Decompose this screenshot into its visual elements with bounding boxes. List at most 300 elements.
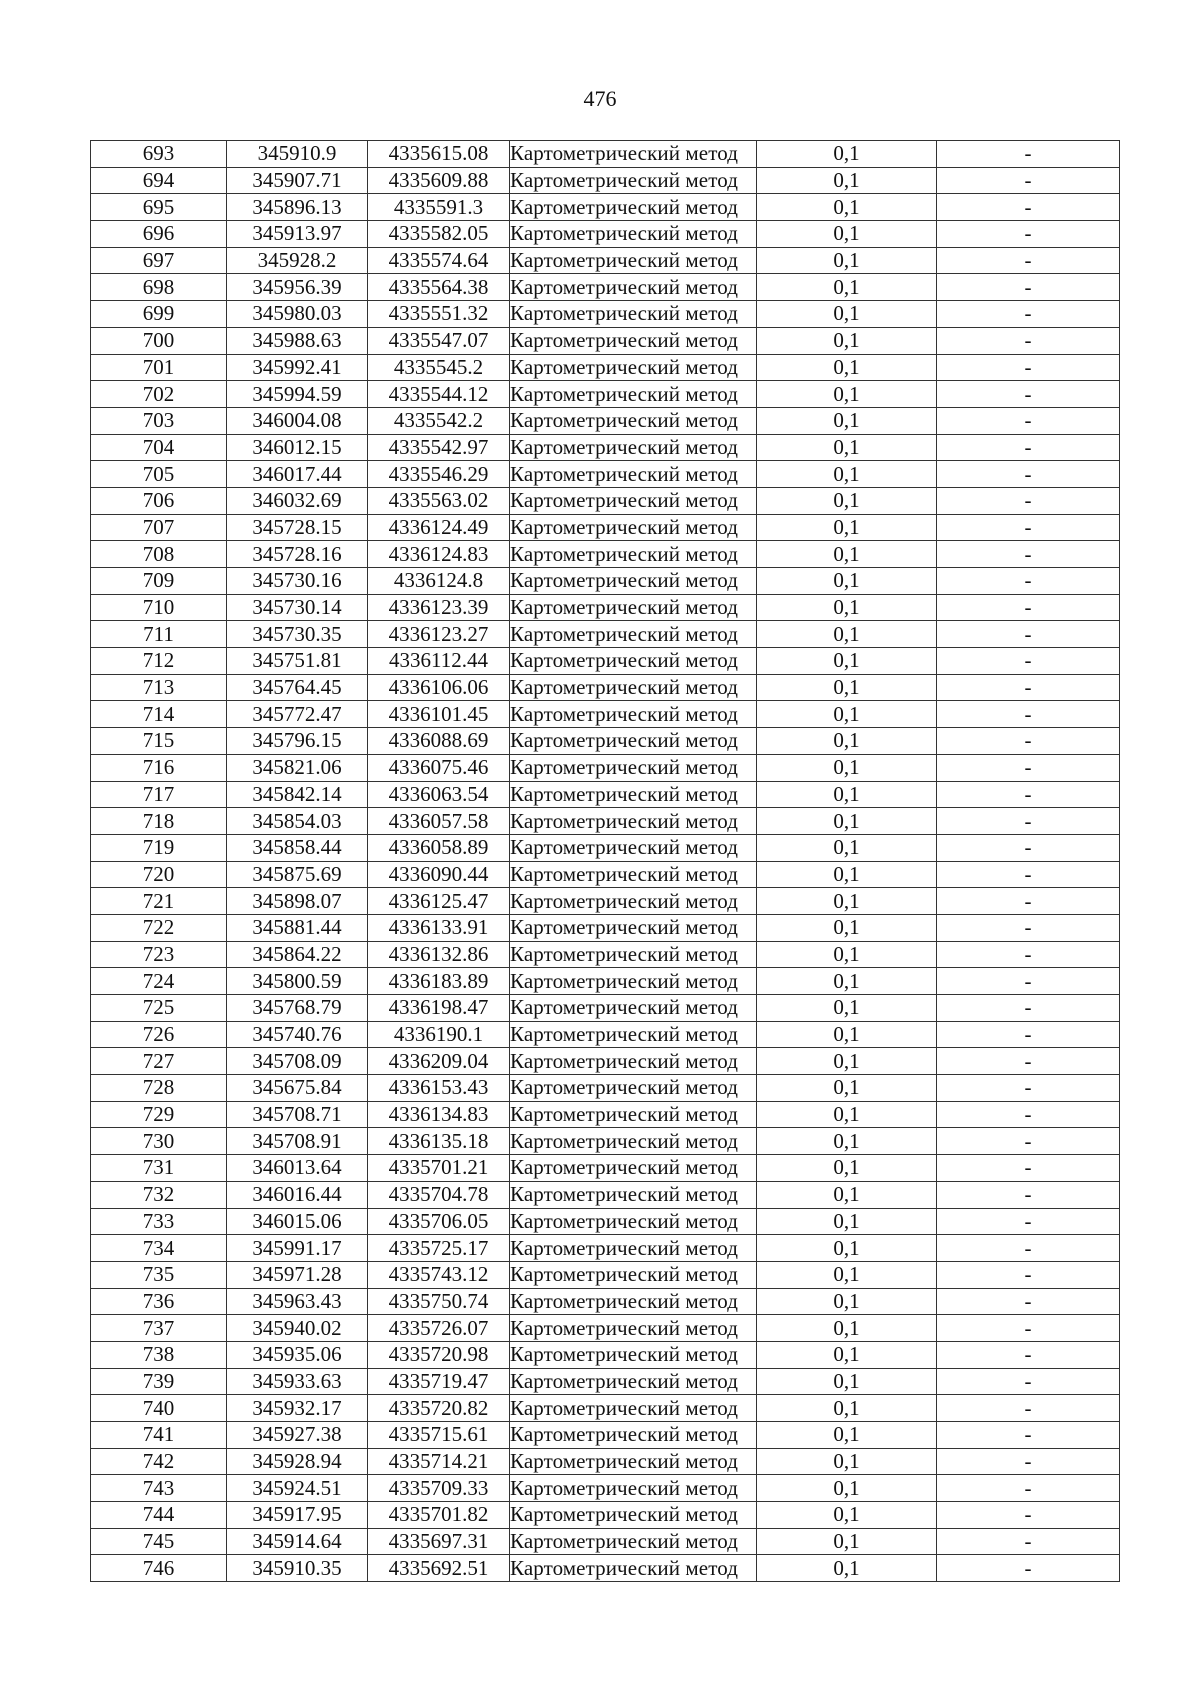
method-cell: Картометрический метод [510, 167, 757, 194]
x-coordinate-cell: 345730.35 [227, 621, 368, 648]
y-coordinate-cell: 4335615.08 [368, 141, 510, 168]
precision-cell: 0,1 [757, 648, 937, 675]
x-coordinate-cell: 345924.51 [227, 1475, 368, 1502]
y-coordinate-cell: 4335743.12 [368, 1261, 510, 1288]
x-coordinate-cell: 346015.06 [227, 1208, 368, 1235]
precision-cell: 0,1 [757, 808, 937, 835]
precision-cell: 0,1 [757, 1075, 937, 1102]
point-number-cell: 744 [91, 1502, 227, 1529]
x-coordinate-cell: 345730.16 [227, 568, 368, 595]
y-coordinate-cell: 4336123.27 [368, 621, 510, 648]
y-coordinate-cell: 4336183.89 [368, 968, 510, 995]
method-cell: Картометрический метод [510, 274, 757, 301]
x-coordinate-cell: 346016.44 [227, 1181, 368, 1208]
precision-cell: 0,1 [757, 1101, 937, 1128]
table-row [91, 1235, 1120, 1262]
method-cell: Картометрический метод [510, 1261, 757, 1288]
y-coordinate-cell: 4335715.61 [368, 1422, 510, 1449]
y-coordinate-cell: 4335726.07 [368, 1315, 510, 1342]
precision-cell: 0,1 [757, 1155, 937, 1182]
point-number-cell: 718 [91, 808, 227, 835]
table-row [91, 461, 1120, 488]
coordinates-table [90, 140, 1120, 1582]
precision-cell: 0,1 [757, 1128, 937, 1155]
x-coordinate-cell: 345751.81 [227, 648, 368, 675]
y-coordinate-cell: 4335697.31 [368, 1528, 510, 1555]
table-row [91, 1288, 1120, 1315]
x-coordinate-cell: 345910.35 [227, 1555, 368, 1582]
note-cell: - [937, 568, 1120, 595]
table-row [91, 914, 1120, 941]
method-cell: Картометрический метод [510, 1155, 757, 1182]
note-cell: - [937, 754, 1120, 781]
point-number-cell: 733 [91, 1208, 227, 1235]
point-number-cell: 719 [91, 834, 227, 861]
x-coordinate-cell: 345728.15 [227, 514, 368, 541]
point-number-cell: 720 [91, 861, 227, 888]
y-coordinate-cell: 4336125.47 [368, 888, 510, 915]
precision-cell: 0,1 [757, 995, 937, 1022]
precision-cell: 0,1 [757, 1261, 937, 1288]
point-number-cell: 714 [91, 701, 227, 728]
precision-cell: 0,1 [757, 327, 937, 354]
page-number: 476 [583, 86, 617, 111]
table-row [91, 1208, 1120, 1235]
note-cell: - [937, 834, 1120, 861]
y-coordinate-cell: 4336058.89 [368, 834, 510, 861]
precision-cell: 0,1 [757, 1422, 937, 1449]
table-row [91, 247, 1120, 274]
note-cell: - [937, 541, 1120, 568]
precision-cell: 0,1 [757, 861, 937, 888]
precision-cell: 0,1 [757, 194, 937, 221]
x-coordinate-cell: 345914.64 [227, 1528, 368, 1555]
x-coordinate-cell: 345728.16 [227, 541, 368, 568]
note-cell: - [937, 461, 1120, 488]
x-coordinate-cell: 345821.06 [227, 754, 368, 781]
y-coordinate-cell: 4336123.39 [368, 594, 510, 621]
y-coordinate-cell: 4336112.44 [368, 648, 510, 675]
note-cell: - [937, 941, 1120, 968]
x-coordinate-cell: 345708.91 [227, 1128, 368, 1155]
method-cell: Картометрический метод [510, 514, 757, 541]
x-coordinate-cell: 345928.2 [227, 247, 368, 274]
point-number-cell: 715 [91, 728, 227, 755]
precision-cell: 0,1 [757, 141, 937, 168]
x-coordinate-cell: 345708.71 [227, 1101, 368, 1128]
x-coordinate-cell: 345875.69 [227, 861, 368, 888]
note-cell: - [937, 968, 1120, 995]
note-cell: - [937, 354, 1120, 381]
precision-cell: 0,1 [757, 1181, 937, 1208]
note-cell: - [937, 1181, 1120, 1208]
precision-cell: 0,1 [757, 354, 937, 381]
point-number-cell: 722 [91, 914, 227, 941]
y-coordinate-cell: 4335750.74 [368, 1288, 510, 1315]
precision-cell: 0,1 [757, 1555, 937, 1582]
precision-cell: 0,1 [757, 1448, 937, 1475]
method-cell: Картометрический метод [510, 1422, 757, 1449]
table-row [91, 1181, 1120, 1208]
table-row [91, 274, 1120, 301]
note-cell: - [937, 1528, 1120, 1555]
table-row [91, 1075, 1120, 1102]
method-cell: Картометрический метод [510, 461, 757, 488]
x-coordinate-cell: 345864.22 [227, 941, 368, 968]
y-coordinate-cell: 4335547.07 [368, 327, 510, 354]
table-row [91, 541, 1120, 568]
point-number-cell: 721 [91, 888, 227, 915]
table-row [91, 381, 1120, 408]
y-coordinate-cell: 4336135.18 [368, 1128, 510, 1155]
method-cell: Картометрический метод [510, 487, 757, 514]
table-row [91, 1555, 1120, 1582]
table-row [91, 834, 1120, 861]
note-cell: - [937, 1021, 1120, 1048]
x-coordinate-cell: 345842.14 [227, 781, 368, 808]
x-coordinate-cell: 345940.02 [227, 1315, 368, 1342]
table-row [91, 888, 1120, 915]
x-coordinate-cell: 345796.15 [227, 728, 368, 755]
y-coordinate-cell: 4336124.83 [368, 541, 510, 568]
method-cell: Картометрический метод [510, 568, 757, 595]
point-number-cell: 743 [91, 1475, 227, 1502]
y-coordinate-cell: 4336088.69 [368, 728, 510, 755]
precision-cell: 0,1 [757, 407, 937, 434]
precision-cell: 0,1 [757, 1502, 937, 1529]
precision-cell: 0,1 [757, 434, 937, 461]
precision-cell: 0,1 [757, 1021, 937, 1048]
x-coordinate-cell: 345907.71 [227, 167, 368, 194]
y-coordinate-cell: 4335701.21 [368, 1155, 510, 1182]
precision-cell: 0,1 [757, 781, 937, 808]
table-row [91, 1395, 1120, 1422]
method-cell: Картометрический метод [510, 941, 757, 968]
point-number-cell: 706 [91, 487, 227, 514]
note-cell: - [937, 1288, 1120, 1315]
point-number-cell: 724 [91, 968, 227, 995]
y-coordinate-cell: 4336101.45 [368, 701, 510, 728]
x-coordinate-cell: 345956.39 [227, 274, 368, 301]
coordinates-table-body [91, 141, 1120, 1582]
precision-cell: 0,1 [757, 941, 937, 968]
note-cell: - [937, 1395, 1120, 1422]
y-coordinate-cell: 4336124.49 [368, 514, 510, 541]
method-cell: Картометрический метод [510, 674, 757, 701]
method-cell: Картометрический метод [510, 1235, 757, 1262]
point-number-cell: 729 [91, 1101, 227, 1128]
method-cell: Картометрический метод [510, 407, 757, 434]
precision-cell: 0,1 [757, 1235, 937, 1262]
note-cell: - [937, 648, 1120, 675]
note-cell: - [937, 381, 1120, 408]
x-coordinate-cell: 345971.28 [227, 1261, 368, 1288]
note-cell: - [937, 167, 1120, 194]
method-cell: Картометрический метод [510, 781, 757, 808]
y-coordinate-cell: 4336075.46 [368, 754, 510, 781]
note-cell: - [937, 808, 1120, 835]
method-cell: Картометрический метод [510, 434, 757, 461]
x-coordinate-cell: 345917.95 [227, 1502, 368, 1529]
point-number-cell: 696 [91, 221, 227, 248]
table-row [91, 1101, 1120, 1128]
x-coordinate-cell: 346012.15 [227, 434, 368, 461]
method-cell: Картометрический метод [510, 1448, 757, 1475]
table-row [91, 1475, 1120, 1502]
method-cell: Картометрический метод [510, 194, 757, 221]
y-coordinate-cell: 4336190.1 [368, 1021, 510, 1048]
note-cell: - [937, 888, 1120, 915]
method-cell: Картометрический метод [510, 1528, 757, 1555]
precision-cell: 0,1 [757, 888, 937, 915]
y-coordinate-cell: 4335701.82 [368, 1502, 510, 1529]
x-coordinate-cell: 345910.9 [227, 141, 368, 168]
method-cell: Картометрический метод [510, 888, 757, 915]
x-coordinate-cell: 345708.09 [227, 1048, 368, 1075]
point-number-cell: 730 [91, 1128, 227, 1155]
point-number-cell: 742 [91, 1448, 227, 1475]
note-cell: - [937, 1341, 1120, 1368]
x-coordinate-cell: 345800.59 [227, 968, 368, 995]
precision-cell: 0,1 [757, 1341, 937, 1368]
note-cell: - [937, 141, 1120, 168]
x-coordinate-cell: 345730.14 [227, 594, 368, 621]
x-coordinate-cell: 346013.64 [227, 1155, 368, 1182]
note-cell: - [937, 781, 1120, 808]
method-cell: Картометрический метод [510, 995, 757, 1022]
table-row [91, 1502, 1120, 1529]
table-row [91, 621, 1120, 648]
y-coordinate-cell: 4335709.33 [368, 1475, 510, 1502]
precision-cell: 0,1 [757, 568, 937, 595]
precision-cell: 0,1 [757, 621, 937, 648]
precision-cell: 0,1 [757, 834, 937, 861]
point-number-cell: 737 [91, 1315, 227, 1342]
table-row [91, 1341, 1120, 1368]
note-cell: - [937, 514, 1120, 541]
y-coordinate-cell: 4335582.05 [368, 221, 510, 248]
note-cell: - [937, 407, 1120, 434]
y-coordinate-cell: 4335564.38 [368, 274, 510, 301]
x-coordinate-cell: 345933.63 [227, 1368, 368, 1395]
table-row [91, 995, 1120, 1022]
method-cell: Картометрический метод [510, 968, 757, 995]
precision-cell: 0,1 [757, 674, 937, 701]
table-row [91, 1048, 1120, 1075]
y-coordinate-cell: 4335542.97 [368, 434, 510, 461]
point-number-cell: 709 [91, 568, 227, 595]
method-cell: Картометрический метод [510, 1502, 757, 1529]
y-coordinate-cell: 4335692.51 [368, 1555, 510, 1582]
precision-cell: 0,1 [757, 728, 937, 755]
method-cell: Картометрический метод [510, 1395, 757, 1422]
note-cell: - [937, 221, 1120, 248]
note-cell: - [937, 995, 1120, 1022]
note-cell: - [937, 1368, 1120, 1395]
point-number-cell: 734 [91, 1235, 227, 1262]
precision-cell: 0,1 [757, 274, 937, 301]
point-number-cell: 732 [91, 1181, 227, 1208]
y-coordinate-cell: 4335704.78 [368, 1181, 510, 1208]
x-coordinate-cell: 345988.63 [227, 327, 368, 354]
x-coordinate-cell: 345932.17 [227, 1395, 368, 1422]
method-cell: Картометрический метод [510, 1555, 757, 1582]
point-number-cell: 711 [91, 621, 227, 648]
point-number-cell: 736 [91, 1288, 227, 1315]
point-number-cell: 703 [91, 407, 227, 434]
precision-cell: 0,1 [757, 167, 937, 194]
table-row [91, 1448, 1120, 1475]
point-number-cell: 712 [91, 648, 227, 675]
x-coordinate-cell: 345991.17 [227, 1235, 368, 1262]
point-number-cell: 702 [91, 381, 227, 408]
note-cell: - [937, 434, 1120, 461]
point-number-cell: 701 [91, 354, 227, 381]
point-number-cell: 728 [91, 1075, 227, 1102]
y-coordinate-cell: 4335551.32 [368, 301, 510, 328]
method-cell: Картометрический метод [510, 141, 757, 168]
y-coordinate-cell: 4336132.86 [368, 941, 510, 968]
precision-cell: 0,1 [757, 541, 937, 568]
note-cell: - [937, 1315, 1120, 1342]
table-row [91, 1155, 1120, 1182]
y-coordinate-cell: 4336124.8 [368, 568, 510, 595]
method-cell: Картометрический метод [510, 1208, 757, 1235]
table-row [91, 354, 1120, 381]
precision-cell: 0,1 [757, 594, 937, 621]
note-cell: - [937, 1128, 1120, 1155]
table-row [91, 1528, 1120, 1555]
method-cell: Картометрический метод [510, 221, 757, 248]
precision-cell: 0,1 [757, 754, 937, 781]
y-coordinate-cell: 4335714.21 [368, 1448, 510, 1475]
y-coordinate-cell: 4335720.98 [368, 1341, 510, 1368]
method-cell: Картометрический метод [510, 834, 757, 861]
method-cell: Картометрический метод [510, 861, 757, 888]
note-cell: - [937, 701, 1120, 728]
precision-cell: 0,1 [757, 461, 937, 488]
precision-cell: 0,1 [757, 1528, 937, 1555]
note-cell: - [937, 274, 1120, 301]
x-coordinate-cell: 345898.07 [227, 888, 368, 915]
table-row [91, 141, 1120, 168]
point-number-cell: 727 [91, 1048, 227, 1075]
method-cell: Картометрический метод [510, 1288, 757, 1315]
note-cell: - [937, 194, 1120, 221]
y-coordinate-cell: 4335545.2 [368, 354, 510, 381]
table-row [91, 514, 1120, 541]
point-number-cell: 713 [91, 674, 227, 701]
y-coordinate-cell: 4335609.88 [368, 167, 510, 194]
table-row [91, 1021, 1120, 1048]
y-coordinate-cell: 4336090.44 [368, 861, 510, 888]
table-row [91, 701, 1120, 728]
y-coordinate-cell: 4335706.05 [368, 1208, 510, 1235]
x-coordinate-cell: 345854.03 [227, 808, 368, 835]
point-number-cell: 710 [91, 594, 227, 621]
note-cell: - [937, 1048, 1120, 1075]
y-coordinate-cell: 4335725.17 [368, 1235, 510, 1262]
point-number-cell: 731 [91, 1155, 227, 1182]
note-cell: - [937, 1101, 1120, 1128]
note-cell: - [937, 1502, 1120, 1529]
y-coordinate-cell: 4335719.47 [368, 1368, 510, 1395]
point-number-cell: 745 [91, 1528, 227, 1555]
table-row [91, 568, 1120, 595]
table-row [91, 167, 1120, 194]
method-cell: Картометрический метод [510, 354, 757, 381]
precision-cell: 0,1 [757, 1368, 937, 1395]
x-coordinate-cell: 345928.94 [227, 1448, 368, 1475]
note-cell: - [937, 674, 1120, 701]
x-coordinate-cell: 345881.44 [227, 914, 368, 941]
table-row [91, 1315, 1120, 1342]
method-cell: Картометрический метод [510, 648, 757, 675]
x-coordinate-cell: 345675.84 [227, 1075, 368, 1102]
x-coordinate-cell: 346004.08 [227, 407, 368, 434]
point-number-cell: 694 [91, 167, 227, 194]
precision-cell: 0,1 [757, 514, 937, 541]
table-row [91, 407, 1120, 434]
note-cell: - [937, 728, 1120, 755]
table-row [91, 594, 1120, 621]
point-number-cell: 739 [91, 1368, 227, 1395]
point-number-cell: 735 [91, 1261, 227, 1288]
table-row [91, 194, 1120, 221]
y-coordinate-cell: 4335574.64 [368, 247, 510, 274]
point-number-cell: 705 [91, 461, 227, 488]
method-cell: Картометрический метод [510, 1368, 757, 1395]
point-number-cell: 725 [91, 995, 227, 1022]
y-coordinate-cell: 4336063.54 [368, 781, 510, 808]
note-cell: - [937, 327, 1120, 354]
method-cell: Картометрический метод [510, 594, 757, 621]
precision-cell: 0,1 [757, 1315, 937, 1342]
x-coordinate-cell: 345992.41 [227, 354, 368, 381]
method-cell: Картометрический метод [510, 1181, 757, 1208]
y-coordinate-cell: 4335542.2 [368, 407, 510, 434]
method-cell: Картометрический метод [510, 247, 757, 274]
table-row [91, 861, 1120, 888]
point-number-cell: 698 [91, 274, 227, 301]
precision-cell: 0,1 [757, 381, 937, 408]
precision-cell: 0,1 [757, 487, 937, 514]
x-coordinate-cell: 346032.69 [227, 487, 368, 514]
x-coordinate-cell: 345980.03 [227, 301, 368, 328]
point-number-cell: 716 [91, 754, 227, 781]
point-number-cell: 695 [91, 194, 227, 221]
precision-cell: 0,1 [757, 701, 937, 728]
table-row [91, 487, 1120, 514]
method-cell: Картометрический метод [510, 914, 757, 941]
y-coordinate-cell: 4335563.02 [368, 487, 510, 514]
note-cell: - [937, 594, 1120, 621]
x-coordinate-cell: 345772.47 [227, 701, 368, 728]
method-cell: Картометрический метод [510, 301, 757, 328]
method-cell: Картометрический метод [510, 701, 757, 728]
note-cell: - [937, 1155, 1120, 1182]
x-coordinate-cell: 345764.45 [227, 674, 368, 701]
note-cell: - [937, 1475, 1120, 1502]
point-number-cell: 697 [91, 247, 227, 274]
note-cell: - [937, 1448, 1120, 1475]
x-coordinate-cell: 346017.44 [227, 461, 368, 488]
table-row [91, 968, 1120, 995]
precision-cell: 0,1 [757, 1288, 937, 1315]
method-cell: Картометрический метод [510, 754, 757, 781]
table-row [91, 1128, 1120, 1155]
point-number-cell: 693 [91, 141, 227, 168]
